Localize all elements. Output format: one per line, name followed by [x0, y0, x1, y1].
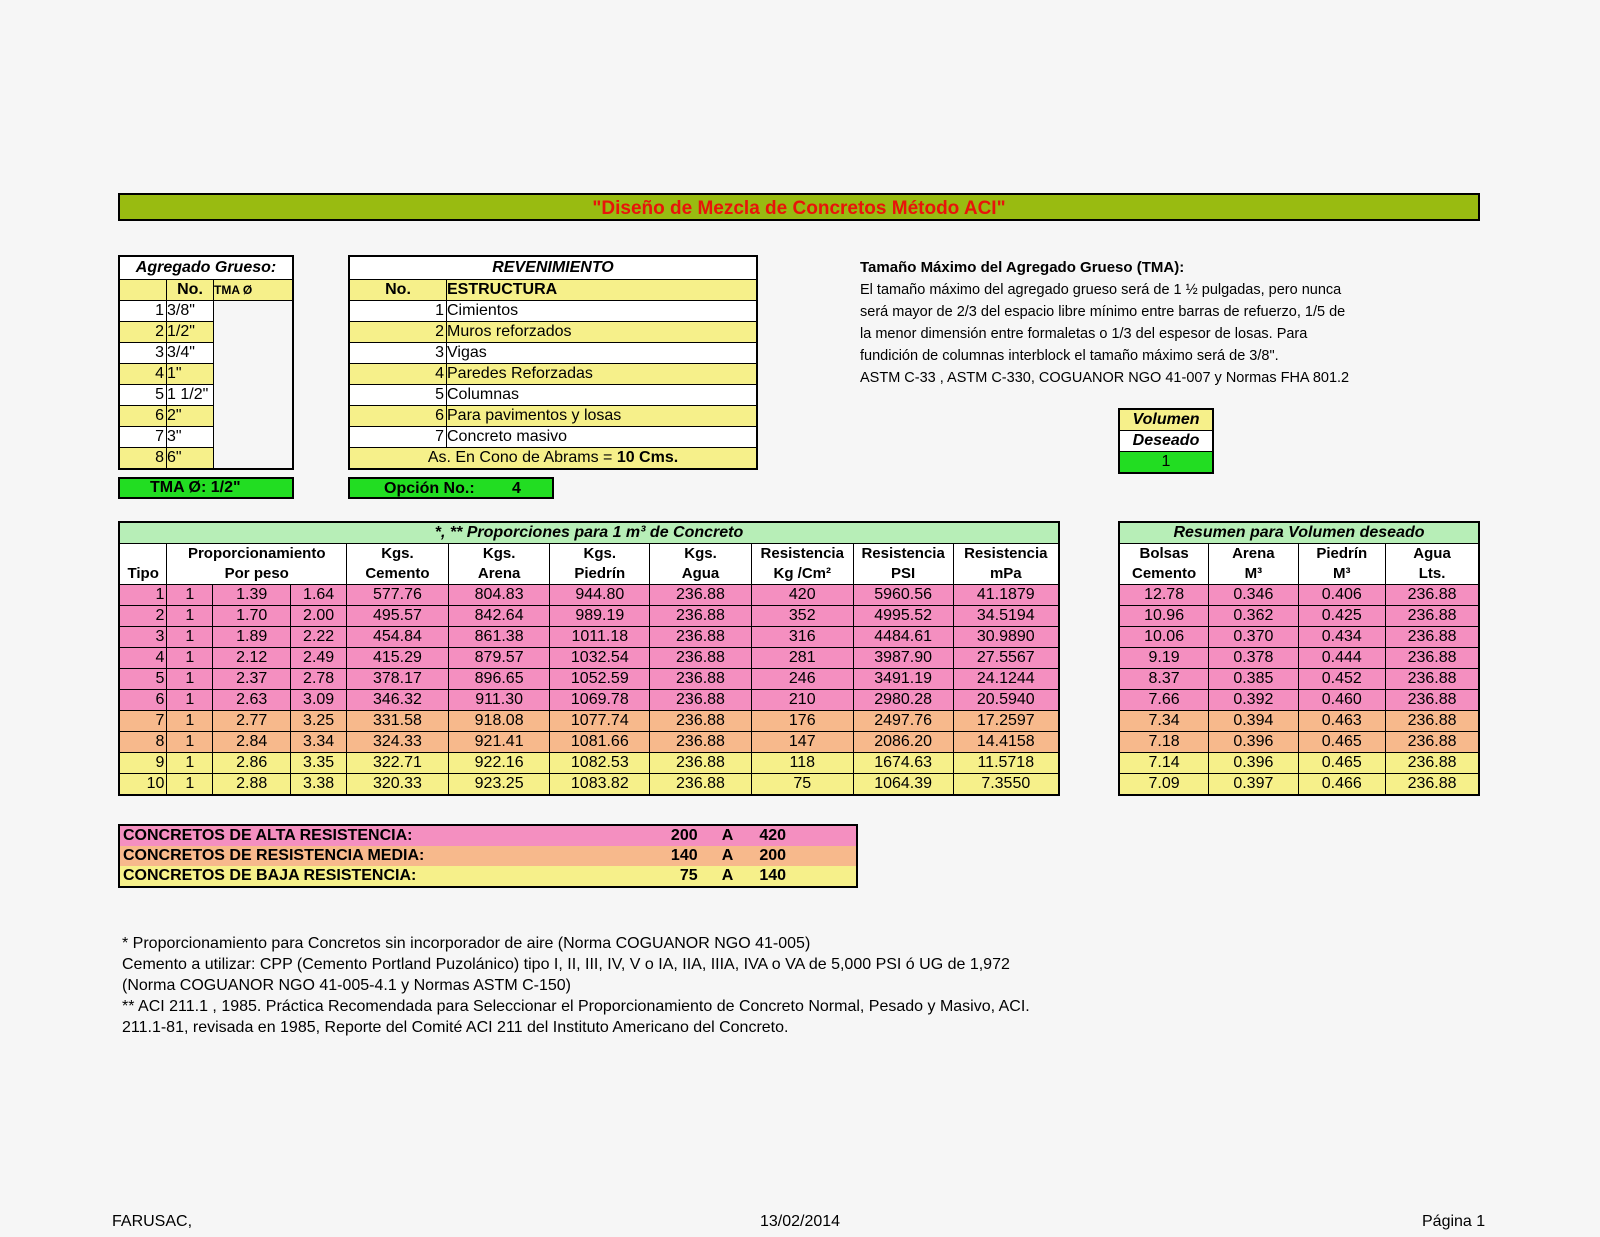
- volumen-table: [1118, 408, 1214, 474]
- cell-kg-cemento: 331.58: [347, 711, 449, 732]
- tma-selected: TMA Ø: 1/2": [118, 477, 294, 499]
- cell-res-psi: 2497.76: [853, 711, 953, 732]
- res-cell-arena: 0.396: [1209, 732, 1298, 753]
- opcion-value: 4: [512, 480, 521, 497]
- cell-prop-cemento: 1: [167, 711, 213, 732]
- cell-kg-agua: 236.88: [650, 753, 752, 774]
- agregado-size: 1": [167, 364, 214, 385]
- cell-prop-cemento: 1: [167, 627, 213, 648]
- agregado-no: 3: [119, 343, 167, 364]
- col-arena-1: Kgs.: [448, 544, 550, 565]
- resumen-table: [1118, 521, 1480, 796]
- col-prop-1: Proporcionamiento: [167, 544, 347, 565]
- note-line: (Norma COGUANOR NGO 41-005-4.1 y Normas ASTM C-150): [122, 977, 571, 994]
- agregado-size: 6": [167, 448, 214, 470]
- resumen-row: [1119, 774, 1479, 796]
- tma-heading: Tamaño Máximo del Agregado Grueso (TMA):: [860, 259, 1185, 276]
- resumen-row: [1119, 585, 1479, 606]
- revenimiento-no: 4: [349, 364, 447, 385]
- cell-kg-agua: 236.88: [650, 711, 752, 732]
- clasificacion-row: [119, 866, 857, 887]
- clasificacion-row: [119, 825, 857, 846]
- agregado-col-tma: TMA Ø: [214, 280, 294, 301]
- cell-res-psi: 3987.90: [853, 648, 953, 669]
- cell-prop-cemento: 1: [167, 585, 213, 606]
- cell-kg-arena: 879.57: [448, 648, 550, 669]
- resumen-row: [1119, 627, 1479, 648]
- cell-prop-arena: 2.86: [213, 753, 291, 774]
- volumen-value: 1: [1119, 452, 1213, 474]
- res-col-piedrin-1: Piedrín: [1298, 544, 1386, 565]
- res-cell-bolsas: 7.14: [1119, 753, 1209, 774]
- res-cell-agua: 236.88: [1386, 732, 1479, 753]
- cell-kg-arena: 923.25: [448, 774, 550, 796]
- revenimiento-col-no: No.: [349, 280, 447, 301]
- proporciones-row: [119, 690, 1059, 711]
- cell-kg-arena: 921.41: [448, 732, 550, 753]
- resumen-row: [1119, 711, 1479, 732]
- res-col-arena-1: Arena: [1209, 544, 1298, 565]
- col-res-psi-1: Resistencia: [853, 544, 953, 565]
- agregado-row: [119, 427, 293, 448]
- res-cell-piedrin: 0.465: [1298, 753, 1386, 774]
- clasificacion-sep: A: [721, 827, 734, 844]
- clasificacion-table: [118, 824, 858, 888]
- res-cell-arena: 0.392: [1209, 690, 1298, 711]
- cell-kg-piedrin: 1032.54: [550, 648, 650, 669]
- res-cell-piedrin: 0.406: [1298, 585, 1386, 606]
- proporciones-table: [118, 521, 1060, 796]
- agregado-no: 7: [119, 427, 167, 448]
- cell-res-kg: 118: [751, 753, 853, 774]
- proporciones-row: [119, 648, 1059, 669]
- tma-info: [860, 257, 1420, 389]
- res-cell-arena: 0.378: [1209, 648, 1298, 669]
- agregado-no: 2: [119, 322, 167, 343]
- agregado-row: [119, 385, 293, 406]
- cell-prop-arena: 2.37: [213, 669, 291, 690]
- agregado-spacer: [119, 280, 167, 301]
- cell-res-psi: 4484.61: [853, 627, 953, 648]
- revenimiento-header: REVENIMIENTO: [349, 256, 757, 280]
- cell-kg-piedrin: 1069.78: [550, 690, 650, 711]
- revenimiento-row: [349, 322, 757, 343]
- agregado-size: 3/4": [167, 343, 214, 364]
- cell-prop-cemento: 1: [167, 606, 213, 627]
- cell-tipo: 6: [119, 690, 167, 711]
- abrams-label: As. En Cono de Abrams =: [427, 449, 613, 466]
- cell-kg-piedrin: 1052.59: [550, 669, 650, 690]
- cell-kg-cemento: 415.29: [347, 648, 449, 669]
- cell-kg-cemento: 320.33: [347, 774, 449, 796]
- res-col-arena-2: M³: [1209, 564, 1298, 585]
- res-cell-bolsas: 8.37: [1119, 669, 1209, 690]
- cell-prop-piedrin: 2.22: [291, 627, 347, 648]
- resumen-row: [1119, 690, 1479, 711]
- note-line: * Proporcionamiento para Concretos sin incorporador de aire (Norma COGUANOR NGO 41-005): [122, 935, 811, 952]
- cell-kg-arena: 804.83: [448, 585, 550, 606]
- cell-res-kg: 316: [751, 627, 853, 648]
- clasificacion-label: CONCRETOS DE ALTA RESISTENCIA:: [123, 827, 413, 844]
- cell-tipo: 7: [119, 711, 167, 732]
- agregado-size: 3": [167, 427, 214, 448]
- cell-res-mpa: 34.5194: [953, 606, 1059, 627]
- cell-tipo: 9: [119, 753, 167, 774]
- clasificacion-from: 200: [670, 827, 698, 844]
- tma-line: será mayor de 2/3 del espacio libre mínimo entre barras de refuerzo, 1/5 de: [860, 304, 1346, 320]
- cell-kg-agua: 236.88: [650, 690, 752, 711]
- revenimiento-no: 5: [349, 385, 447, 406]
- revenimiento-row: [349, 364, 757, 385]
- res-cell-piedrin: 0.463: [1298, 711, 1386, 732]
- revenimiento-row: [349, 301, 757, 322]
- col-res-mpa-1: Resistencia: [953, 544, 1059, 565]
- note-line: ** ACI 211.1 , 1985. Práctica Recomendada para Seleccionar el Proporcionamiento de Concreto Normal, Pesado y Masivo, ACI.: [122, 998, 1030, 1015]
- res-cell-arena: 0.385: [1209, 669, 1298, 690]
- tma-line: ASTM C-33 , ASTM C-330, COGUANOR NGO 41-007 y Normas FHA 801.2: [860, 370, 1350, 386]
- resumen-row: [1119, 753, 1479, 774]
- proporciones-title: *, ** Proporciones para 1 m³ de Concreto: [119, 522, 1059, 544]
- footer-page: Página 1: [1422, 1213, 1486, 1230]
- res-cell-bolsas: 9.19: [1119, 648, 1209, 669]
- cell-kg-agua: 236.88: [650, 732, 752, 753]
- clasificacion-sep: A: [721, 867, 734, 884]
- res-cell-bolsas: 7.34: [1119, 711, 1209, 732]
- cell-prop-arena: 2.63: [213, 690, 291, 711]
- res-cell-bolsas: 7.66: [1119, 690, 1209, 711]
- res-cell-piedrin: 0.460: [1298, 690, 1386, 711]
- revenimiento-row: [349, 385, 757, 406]
- cell-kg-piedrin: 989.19: [550, 606, 650, 627]
- cell-prop-arena: 2.88: [213, 774, 291, 796]
- cell-res-psi: 1674.63: [853, 753, 953, 774]
- clasificacion-to: 140: [759, 867, 787, 884]
- resumen-title: Resumen para Volumen deseado: [1119, 522, 1479, 544]
- agregado-col-no: No.: [167, 280, 214, 301]
- agregado-row: [119, 343, 293, 364]
- res-cell-arena: 0.394: [1209, 711, 1298, 732]
- cell-res-psi: 3491.19: [853, 669, 953, 690]
- cell-prop-arena: 1.39: [213, 585, 291, 606]
- col-piedrin-2: Piedrín: [550, 564, 650, 585]
- cell-kg-arena: 842.64: [448, 606, 550, 627]
- revenimiento-estructura: Columnas: [447, 385, 758, 406]
- footer-date: 13/02/2014: [760, 1213, 841, 1230]
- cell-kg-piedrin: 1011.18: [550, 627, 650, 648]
- cell-kg-arena: 918.08: [448, 711, 550, 732]
- revenimiento-no: 2: [349, 322, 447, 343]
- cell-prop-piedrin: 3.35: [291, 753, 347, 774]
- agregado-row: [119, 448, 293, 470]
- clasificacion-sep: A: [721, 847, 734, 864]
- cell-kg-arena: 911.30: [448, 690, 550, 711]
- abrams-value: 10 Cms.: [616, 449, 679, 466]
- cell-res-psi: 5960.56: [853, 585, 953, 606]
- revenimiento-no: 6: [349, 406, 447, 427]
- res-cell-piedrin: 0.444: [1298, 648, 1386, 669]
- res-col-piedrin-2: M³: [1298, 564, 1386, 585]
- cell-kg-piedrin: 1083.82: [550, 774, 650, 796]
- res-cell-agua: 236.88: [1386, 774, 1479, 796]
- agregado-grueso-table: [118, 255, 294, 470]
- tma-line: El tamaño máximo del agregado grueso será de 1 ½ pulgadas, pero nunca: [860, 282, 1342, 298]
- agregado-row: [119, 364, 293, 385]
- cell-prop-cemento: 1: [167, 732, 213, 753]
- res-col-agua-2: Lts.: [1386, 564, 1479, 585]
- cell-kg-cemento: 378.17: [347, 669, 449, 690]
- cell-prop-cemento: 1: [167, 669, 213, 690]
- res-cell-agua: 236.88: [1386, 606, 1479, 627]
- agregado-size: 1/2": [167, 322, 214, 343]
- cell-res-kg: 147: [751, 732, 853, 753]
- cell-kg-agua: 236.88: [650, 669, 752, 690]
- col-res-mpa-2: mPa: [953, 564, 1059, 585]
- proporciones-row: [119, 585, 1059, 606]
- cell-tipo: 3: [119, 627, 167, 648]
- cell-prop-arena: 1.89: [213, 627, 291, 648]
- res-cell-bolsas: 10.96: [1119, 606, 1209, 627]
- cell-prop-piedrin: 3.25: [291, 711, 347, 732]
- cell-kg-piedrin: 1081.66: [550, 732, 650, 753]
- res-cell-agua: 236.88: [1386, 711, 1479, 732]
- res-cell-arena: 0.397: [1209, 774, 1298, 796]
- res-cell-agua: 236.88: [1386, 753, 1479, 774]
- cell-prop-arena: 2.84: [213, 732, 291, 753]
- agregado-no: 8: [119, 448, 167, 470]
- cell-kg-agua: 236.88: [650, 585, 752, 606]
- cell-res-mpa: 30.9890: [953, 627, 1059, 648]
- col-arena-2: Arena: [448, 564, 550, 585]
- cell-tipo: 10: [119, 774, 167, 796]
- revenimiento-row: [349, 427, 757, 448]
- cell-res-psi: 2086.20: [853, 732, 953, 753]
- cell-tipo: 4: [119, 648, 167, 669]
- cell-prop-cemento: 1: [167, 753, 213, 774]
- revenimiento-no: 1: [349, 301, 447, 322]
- res-cell-agua: 236.88: [1386, 648, 1479, 669]
- cell-res-mpa: 14.4158: [953, 732, 1059, 753]
- abrams-row: [349, 448, 757, 470]
- col-agua-2: Agua: [650, 564, 752, 585]
- res-cell-agua: 236.88: [1386, 627, 1479, 648]
- col-piedrin-1: Kgs.: [550, 544, 650, 565]
- cell-prop-arena: 1.70: [213, 606, 291, 627]
- resumen-row: [1119, 606, 1479, 627]
- cell-kg-arena: 922.16: [448, 753, 550, 774]
- proporciones-row: [119, 669, 1059, 690]
- page-title: "Diseño de Mezcla de Concretos Método ACI": [118, 193, 1480, 221]
- proporciones-row: [119, 606, 1059, 627]
- cell-res-mpa: 20.5940: [953, 690, 1059, 711]
- cell-prop-piedrin: 1.64: [291, 585, 347, 606]
- res-cell-agua: 236.88: [1386, 690, 1479, 711]
- clasificacion-label: CONCRETOS DE RESISTENCIA MEDIA:: [123, 847, 425, 864]
- cell-kg-piedrin: 1082.53: [550, 753, 650, 774]
- tma-line: fundición de columnas interblock el tamaño máximo será de 3/8".: [860, 348, 1279, 364]
- col-prop-2: Por peso: [167, 564, 347, 585]
- cell-res-mpa: 41.1879: [953, 585, 1059, 606]
- cell-kg-piedrin: 944.80: [550, 585, 650, 606]
- cell-res-psi: 1064.39: [853, 774, 953, 796]
- agregado-header: Agregado Grueso:: [119, 256, 293, 280]
- cell-res-mpa: 11.5718: [953, 753, 1059, 774]
- res-cell-piedrin: 0.466: [1298, 774, 1386, 796]
- agregado-size: 1 1/2": [167, 385, 214, 406]
- revenimiento-col-estructura: ESTRUCTURA: [447, 280, 758, 301]
- cell-prop-piedrin: 2.49: [291, 648, 347, 669]
- cell-prop-arena: 2.77: [213, 711, 291, 732]
- cell-kg-piedrin: 1077.74: [550, 711, 650, 732]
- revenimiento-no: 7: [349, 427, 447, 448]
- cell-kg-agua: 236.88: [650, 606, 752, 627]
- revenimiento-estructura: Paredes Reforzadas: [447, 364, 758, 385]
- col-res-kg-1: Resistencia: [751, 544, 853, 565]
- cell-res-psi: 4995.52: [853, 606, 953, 627]
- agregado-size: 2": [167, 406, 214, 427]
- res-cell-bolsas: 7.09: [1119, 774, 1209, 796]
- revenimiento-estructura: Cimientos: [447, 301, 758, 322]
- proporciones-row: [119, 711, 1059, 732]
- cell-kg-cemento: 577.76: [347, 585, 449, 606]
- cell-kg-cemento: 346.32: [347, 690, 449, 711]
- cell-tipo: 1: [119, 585, 167, 606]
- cell-kg-arena: 896.65: [448, 669, 550, 690]
- tma-line: la menor dimensión entre formaletas o 1/3 del espesor de losas. Para: [860, 326, 1308, 342]
- volumen-label-2: Deseado: [1119, 431, 1213, 452]
- res-col-bolsas-1: Bolsas: [1119, 544, 1209, 565]
- res-cell-arena: 0.346: [1209, 585, 1298, 606]
- res-cell-agua: 236.88: [1386, 585, 1479, 606]
- clasificacion-label: CONCRETOS DE BAJA RESISTENCIA:: [123, 867, 417, 884]
- agregado-no: 4: [119, 364, 167, 385]
- footer-left: FARUSAC,: [112, 1213, 193, 1230]
- clasificacion-to: 420: [759, 827, 787, 844]
- agregado-no: 1: [119, 301, 167, 322]
- cell-tipo: 8: [119, 732, 167, 753]
- revenimiento-row: [349, 406, 757, 427]
- cell-prop-piedrin: 3.34: [291, 732, 347, 753]
- col-cemento-1: Kgs.: [347, 544, 449, 565]
- volumen-label-1: Volumen: [1119, 409, 1213, 431]
- revenimiento-estructura: Concreto masivo: [447, 427, 758, 448]
- revenimiento-table: [348, 255, 758, 470]
- col-cemento-2: Cemento: [347, 564, 449, 585]
- cell-res-kg: 420: [751, 585, 853, 606]
- res-cell-arena: 0.362: [1209, 606, 1298, 627]
- proporciones-row: [119, 627, 1059, 648]
- revenimiento-no: 3: [349, 343, 447, 364]
- proporciones-row: [119, 732, 1059, 753]
- proporciones-row: [119, 753, 1059, 774]
- agregado-row: [119, 406, 293, 427]
- revenimiento-estructura: Vigas: [447, 343, 758, 364]
- res-cell-piedrin: 0.465: [1298, 732, 1386, 753]
- cell-res-mpa: 7.3550: [953, 774, 1059, 796]
- revenimiento-row: [349, 343, 757, 364]
- res-cell-bolsas: 12.78: [1119, 585, 1209, 606]
- cell-kg-agua: 236.88: [650, 627, 752, 648]
- revenimiento-estructura: Para pavimentos y losas: [447, 406, 758, 427]
- cell-prop-piedrin: 3.38: [291, 774, 347, 796]
- cell-res-kg: 176: [751, 711, 853, 732]
- res-cell-piedrin: 0.425: [1298, 606, 1386, 627]
- note-line: 211.1-81, revisada en 1985, Reporte del Comité ACI 211 del Instituto Americano del Concreto.: [122, 1019, 789, 1036]
- cell-res-kg: 352: [751, 606, 853, 627]
- col-tipo: Tipo: [119, 544, 167, 585]
- cell-res-kg: 75: [751, 774, 853, 796]
- cell-kg-agua: 236.88: [650, 774, 752, 796]
- note-line: Cemento a utilizar: CPP (Cemento Portland Puzolánico) tipo I, II, III, IV, V o IA, IIA, IIIA, IVA o VA de 5,000 PSI ó UG de 1,972: [122, 956, 1010, 973]
- res-cell-arena: 0.396: [1209, 753, 1298, 774]
- res-col-agua-1: Agua: [1386, 544, 1479, 565]
- res-cell-arena: 0.370: [1209, 627, 1298, 648]
- cell-res-mpa: 27.5567: [953, 648, 1059, 669]
- clasificacion-row: [119, 846, 857, 866]
- clasificacion-from: 140: [670, 847, 698, 864]
- agregado-row: [119, 301, 293, 322]
- cell-kg-arena: 861.38: [448, 627, 550, 648]
- opcion-box: [348, 477, 554, 499]
- cell-kg-cemento: 322.71: [347, 753, 449, 774]
- cell-kg-cemento: 495.57: [347, 606, 449, 627]
- notes: [122, 933, 1030, 1038]
- resumen-row: [1119, 648, 1479, 669]
- agregado-no: 6: [119, 406, 167, 427]
- res-cell-piedrin: 0.434: [1298, 627, 1386, 648]
- revenimiento-estructura: Muros reforzados: [447, 322, 758, 343]
- cell-prop-cemento: 1: [167, 690, 213, 711]
- cell-tipo: 5: [119, 669, 167, 690]
- agregado-size: 3/8": [167, 301, 214, 322]
- cell-res-kg: 246: [751, 669, 853, 690]
- cell-res-kg: 210: [751, 690, 853, 711]
- cell-prop-cemento: 1: [167, 774, 213, 796]
- resumen-row: [1119, 669, 1479, 690]
- cell-prop-cemento: 1: [167, 648, 213, 669]
- col-res-psi-2: PSI: [853, 564, 953, 585]
- proporciones-row: [119, 774, 1059, 796]
- clasificacion-from: 75: [679, 867, 698, 884]
- cell-kg-cemento: 454.84: [347, 627, 449, 648]
- agregado-row: [119, 322, 293, 343]
- res-cell-bolsas: 7.18: [1119, 732, 1209, 753]
- cell-res-psi: 2980.28: [853, 690, 953, 711]
- resumen-row: [1119, 732, 1479, 753]
- opcion-label: Opción No.:: [384, 480, 475, 497]
- cell-prop-piedrin: 3.09: [291, 690, 347, 711]
- res-col-bolsas-2: Cemento: [1119, 564, 1209, 585]
- res-cell-agua: 236.88: [1386, 669, 1479, 690]
- cell-kg-agua: 236.88: [650, 648, 752, 669]
- cell-res-kg: 281: [751, 648, 853, 669]
- cell-res-mpa: 24.1244: [953, 669, 1059, 690]
- col-agua-1: Kgs.: [650, 544, 752, 565]
- cell-prop-arena: 2.12: [213, 648, 291, 669]
- res-cell-bolsas: 10.06: [1119, 627, 1209, 648]
- agregado-no: 5: [119, 385, 167, 406]
- cell-prop-piedrin: 2.78: [291, 669, 347, 690]
- cell-tipo: 2: [119, 606, 167, 627]
- clasificacion-to: 200: [759, 847, 787, 864]
- res-cell-piedrin: 0.452: [1298, 669, 1386, 690]
- col-res-kg-2: Kg /Cm²: [751, 564, 853, 585]
- cell-res-mpa: 17.2597: [953, 711, 1059, 732]
- cell-prop-piedrin: 2.00: [291, 606, 347, 627]
- cell-kg-cemento: 324.33: [347, 732, 449, 753]
